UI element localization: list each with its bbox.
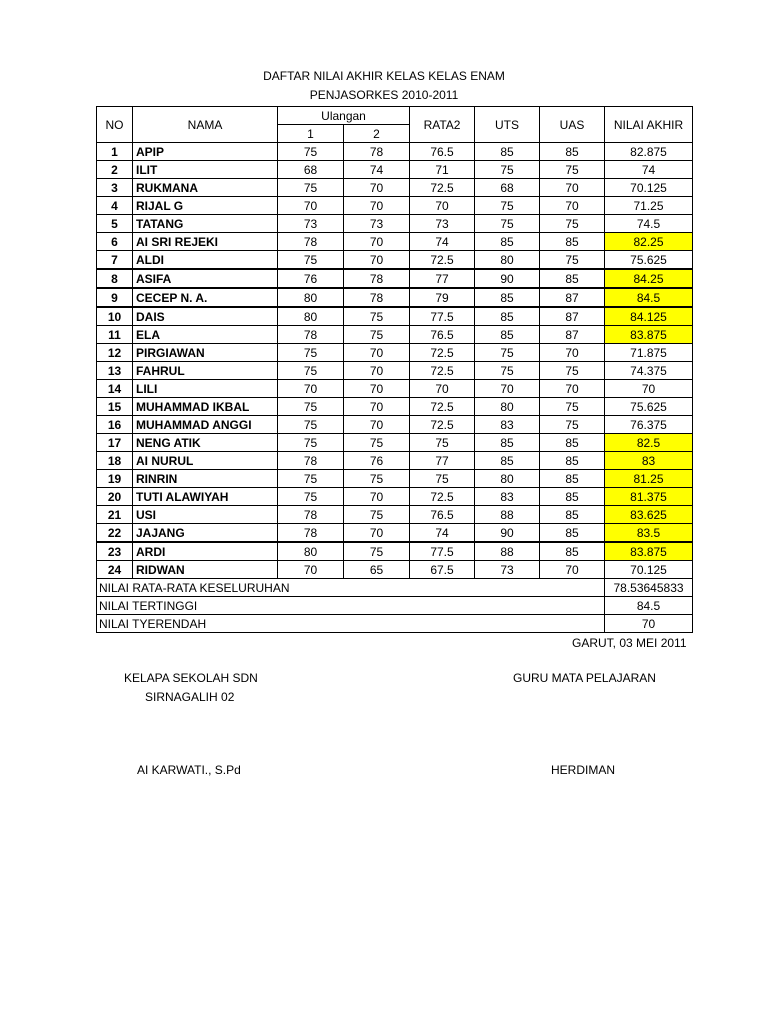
document-title: DAFTAR NILAI AKHIR KELAS KELAS ENAM: [263, 69, 505, 83]
cell-uas: 70: [540, 380, 605, 398]
cell-uas: 70: [540, 344, 605, 362]
cell-ulangan-1: 73: [278, 215, 344, 233]
cell-rata2: 73: [410, 215, 475, 233]
header-ulangan-2: 2: [344, 125, 410, 143]
cell-rata2: 76.5: [410, 506, 475, 524]
table-row: [97, 380, 693, 398]
cell-ulangan-2: 70: [344, 398, 410, 416]
summary-row: [97, 597, 693, 615]
cell-nama: TUTI ALAWIYAH: [133, 488, 278, 506]
cell-rata2: 67.5: [410, 561, 475, 579]
cell-no: 2: [97, 161, 133, 179]
cell-nama: DAIS: [133, 307, 278, 326]
cell-uas: 75: [540, 251, 605, 270]
cell-uas: 85: [540, 470, 605, 488]
cell-ulangan-1: 75: [278, 251, 344, 270]
cell-uts: 90: [475, 269, 540, 288]
cell-nama: NENG ATIK: [133, 434, 278, 452]
cell-ulangan-2: 70: [344, 179, 410, 197]
cell-no: 8: [97, 269, 133, 288]
cell-uts: 83: [475, 416, 540, 434]
cell-ulangan-2: 65: [344, 561, 410, 579]
cell-uts: 75: [475, 161, 540, 179]
cell-ulangan-2: 75: [344, 470, 410, 488]
cell-ulangan-1: 70: [278, 197, 344, 215]
cell-uts: 75: [475, 197, 540, 215]
cell-ulangan-1: 75: [278, 179, 344, 197]
cell-ulangan-2: 75: [344, 326, 410, 344]
cell-uas: 87: [540, 288, 605, 307]
cell-ulangan-2: 70: [344, 416, 410, 434]
cell-ulangan-1: 78: [278, 326, 344, 344]
cell-no: 23: [97, 542, 133, 561]
cell-uts: 85: [475, 434, 540, 452]
cell-ulangan-2: 78: [344, 288, 410, 307]
cell-nilai-akhir: 83.875: [605, 542, 693, 561]
cell-no: 19: [97, 470, 133, 488]
cell-nilai-akhir: 74: [605, 161, 693, 179]
cell-nama: MUHAMMAD ANGGI: [133, 416, 278, 434]
cell-rata2: 77.5: [410, 307, 475, 326]
cell-uts: 85: [475, 452, 540, 470]
cell-no: 22: [97, 524, 133, 543]
footer-left-title-1: KELAPA SEKOLAH SDN: [124, 671, 258, 685]
cell-uts: 80: [475, 251, 540, 270]
table-row: [97, 215, 693, 233]
cell-nama: JAJANG: [133, 524, 278, 543]
summary-value: 70: [605, 615, 693, 633]
header-no: NO: [97, 107, 133, 143]
cell-rata2: 75: [410, 434, 475, 452]
cell-uas: 87: [540, 307, 605, 326]
cell-ulangan-1: 68: [278, 161, 344, 179]
cell-ulangan-2: 74: [344, 161, 410, 179]
cell-uas: 85: [540, 524, 605, 543]
cell-rata2: 76.5: [410, 143, 475, 161]
cell-nama: FAHRUL: [133, 362, 278, 380]
cell-rata2: 76.5: [410, 326, 475, 344]
cell-nama: RUKMANA: [133, 179, 278, 197]
cell-nilai-akhir: 75.625: [605, 251, 693, 270]
table-row: [97, 288, 693, 307]
header-nama: NAMA: [133, 107, 278, 143]
table-row: [97, 434, 693, 452]
cell-uts: 70: [475, 380, 540, 398]
summary-value: 84.5: [605, 597, 693, 615]
cell-nilai-akhir: 74.375: [605, 362, 693, 380]
cell-nilai-akhir: 71.25: [605, 197, 693, 215]
cell-nama: ARDI: [133, 542, 278, 561]
header-ulangan: Ulangan: [278, 107, 410, 125]
cell-rata2: 77: [410, 269, 475, 288]
cell-ulangan-2: 78: [344, 269, 410, 288]
cell-no: 10: [97, 307, 133, 326]
cell-nilai-akhir: 70: [605, 380, 693, 398]
footer-right-title: GURU MATA PELAJARAN: [513, 671, 656, 685]
cell-uts: 85: [475, 143, 540, 161]
cell-rata2: 72.5: [410, 251, 475, 270]
cell-no: 20: [97, 488, 133, 506]
cell-ulangan-2: 78: [344, 143, 410, 161]
cell-ulangan-2: 75: [344, 506, 410, 524]
cell-no: 5: [97, 215, 133, 233]
table-row: [97, 398, 693, 416]
table-row: [97, 269, 693, 288]
cell-ulangan-1: 78: [278, 233, 344, 251]
cell-ulangan-2: 76: [344, 452, 410, 470]
summary-value: 78.53645833: [605, 579, 693, 597]
cell-rata2: 72.5: [410, 362, 475, 380]
footer-right-signatory: HERDIMAN: [551, 763, 616, 777]
cell-ulangan-2: 70: [344, 233, 410, 251]
table-row: [97, 197, 693, 215]
cell-uas: 85: [540, 143, 605, 161]
cell-no: 1: [97, 143, 133, 161]
cell-uts: 75: [475, 362, 540, 380]
cell-no: 6: [97, 233, 133, 251]
cell-uas: 70: [540, 561, 605, 579]
cell-uas: 85: [540, 506, 605, 524]
summary-row: [97, 579, 693, 597]
cell-nilai-akhir: 84.5: [605, 288, 693, 307]
summary-row: [97, 615, 693, 633]
cell-uts: 88: [475, 542, 540, 561]
table-row: [97, 542, 693, 561]
cell-ulangan-1: 80: [278, 288, 344, 307]
cell-rata2: 74: [410, 233, 475, 251]
cell-ulangan-2: 75: [344, 542, 410, 561]
cell-rata2: 70: [410, 380, 475, 398]
cell-no: 7: [97, 251, 133, 270]
cell-no: 21: [97, 506, 133, 524]
cell-ulangan-1: 76: [278, 269, 344, 288]
table-row: [97, 179, 693, 197]
table-row: [97, 143, 693, 161]
table-row: [97, 251, 693, 270]
cell-no: 4: [97, 197, 133, 215]
cell-nama: RIDWAN: [133, 561, 278, 579]
summary-label: NILAI TYERENDAH: [97, 615, 605, 633]
cell-ulangan-1: 78: [278, 524, 344, 543]
table-row: [97, 470, 693, 488]
document-subtitle: PENJASORKES 2010-2011: [309, 88, 459, 102]
cell-uas: 85: [540, 233, 605, 251]
cell-ulangan-1: 78: [278, 506, 344, 524]
cell-uts: 80: [475, 398, 540, 416]
cell-nilai-akhir: 70.125: [605, 179, 693, 197]
cell-nama: USI: [133, 506, 278, 524]
cell-no: 3: [97, 179, 133, 197]
cell-no: 18: [97, 452, 133, 470]
cell-no: 16: [97, 416, 133, 434]
cell-nama: AI SRI REJEKI: [133, 233, 278, 251]
summary-label: NILAI RATA-RATA KESELURUHAN: [97, 579, 605, 597]
cell-uts: 90: [475, 524, 540, 543]
table-row: [97, 326, 693, 344]
cell-rata2: 77.5: [410, 542, 475, 561]
summary-label: NILAI TERTINGGI: [97, 597, 605, 615]
cell-no: 12: [97, 344, 133, 362]
header-row: [97, 107, 693, 125]
table-row: [97, 506, 693, 524]
cell-uts: 80: [475, 470, 540, 488]
footer-left-title-2: SIRNAGALIH 02: [145, 690, 235, 704]
cell-nilai-akhir: 83.875: [605, 326, 693, 344]
cell-rata2: 72.5: [410, 398, 475, 416]
cell-nilai-akhir: 82.875: [605, 143, 693, 161]
cell-uts: 73: [475, 561, 540, 579]
cell-nama: PIRGIAWAN: [133, 344, 278, 362]
table-row: [97, 344, 693, 362]
cell-nilai-akhir: 83: [605, 452, 693, 470]
cell-ulangan-1: 70: [278, 561, 344, 579]
cell-nilai-akhir: 71.875: [605, 344, 693, 362]
cell-uts: 75: [475, 215, 540, 233]
cell-nama: RIJAL G: [133, 197, 278, 215]
cell-rata2: 74: [410, 524, 475, 543]
header-uts: UTS: [475, 107, 540, 143]
cell-uas: 75: [540, 398, 605, 416]
cell-uts: 85: [475, 233, 540, 251]
table-row: [97, 524, 693, 543]
header-uas: UAS: [540, 107, 605, 143]
cell-uts: 85: [475, 326, 540, 344]
header-rata2: RATA2: [410, 107, 475, 143]
cell-nama: CECEP N. A.: [133, 288, 278, 307]
header-ulangan-1: 1: [278, 125, 344, 143]
table-row: [97, 233, 693, 251]
cell-nama: TATANG: [133, 215, 278, 233]
cell-uas: 70: [540, 179, 605, 197]
cell-uas: 85: [540, 452, 605, 470]
cell-no: 24: [97, 561, 133, 579]
cell-uas: 87: [540, 326, 605, 344]
cell-rata2: 72.5: [410, 488, 475, 506]
cell-nilai-akhir: 83.5: [605, 524, 693, 543]
cell-nilai-akhir: 82.5: [605, 434, 693, 452]
cell-nama: RINRIN: [133, 470, 278, 488]
cell-uas: 75: [540, 215, 605, 233]
cell-rata2: 79: [410, 288, 475, 307]
table-row: [97, 362, 693, 380]
cell-nilai-akhir: 70.125: [605, 561, 693, 579]
cell-nilai-akhir: 84.25: [605, 269, 693, 288]
cell-nama: APIP: [133, 143, 278, 161]
cell-nama: MUHAMMAD IKBAL: [133, 398, 278, 416]
cell-rata2: 70: [410, 197, 475, 215]
cell-uas: 75: [540, 416, 605, 434]
cell-uas: 85: [540, 488, 605, 506]
cell-no: 11: [97, 326, 133, 344]
cell-nama: ALDI: [133, 251, 278, 270]
cell-ulangan-1: 78: [278, 452, 344, 470]
cell-nama: ELA: [133, 326, 278, 344]
cell-nilai-akhir: 76.375: [605, 416, 693, 434]
cell-nilai-akhir: 83.625: [605, 506, 693, 524]
grades-table: [96, 106, 693, 633]
cell-ulangan-2: 70: [344, 380, 410, 398]
cell-ulangan-1: 70: [278, 380, 344, 398]
cell-ulangan-2: 75: [344, 307, 410, 326]
cell-uts: 83: [475, 488, 540, 506]
cell-uts: 85: [475, 307, 540, 326]
cell-uas: 75: [540, 161, 605, 179]
cell-ulangan-1: 75: [278, 362, 344, 380]
cell-no: 14: [97, 380, 133, 398]
cell-nilai-akhir: 81.25: [605, 470, 693, 488]
cell-ulangan-1: 75: [278, 470, 344, 488]
cell-ulangan-1: 75: [278, 398, 344, 416]
cell-ulangan-1: 80: [278, 307, 344, 326]
cell-ulangan-1: 75: [278, 416, 344, 434]
table-row: [97, 161, 693, 179]
table-row: [97, 561, 693, 579]
table-row: [97, 416, 693, 434]
cell-no: 9: [97, 288, 133, 307]
header-nilai-akhir: NILAI AKHIR: [605, 107, 693, 143]
footer-date: GARUT, 03 MEI 2011: [572, 636, 687, 650]
table-row: [97, 488, 693, 506]
cell-rata2: 75: [410, 470, 475, 488]
cell-nilai-akhir: 74.5: [605, 215, 693, 233]
cell-uts: 88: [475, 506, 540, 524]
cell-ulangan-2: 70: [344, 362, 410, 380]
cell-ulangan-2: 73: [344, 215, 410, 233]
cell-uts: 85: [475, 288, 540, 307]
cell-rata2: 72.5: [410, 344, 475, 362]
cell-no: 13: [97, 362, 133, 380]
cell-rata2: 77: [410, 452, 475, 470]
cell-ulangan-1: 75: [278, 434, 344, 452]
cell-nilai-akhir: 81.375: [605, 488, 693, 506]
cell-no: 17: [97, 434, 133, 452]
table-row: [97, 307, 693, 326]
cell-uas: 85: [540, 434, 605, 452]
table-row: [97, 452, 693, 470]
cell-uts: 68: [475, 179, 540, 197]
cell-no: 15: [97, 398, 133, 416]
cell-ulangan-2: 70: [344, 488, 410, 506]
cell-ulangan-2: 70: [344, 524, 410, 543]
cell-rata2: 71: [410, 161, 475, 179]
cell-uts: 75: [475, 344, 540, 362]
cell-ulangan-1: 80: [278, 542, 344, 561]
cell-ulangan-1: 75: [278, 488, 344, 506]
cell-rata2: 72.5: [410, 416, 475, 434]
footer-left-signatory: AI KARWATI., S.Pd: [137, 763, 241, 777]
cell-ulangan-2: 70: [344, 197, 410, 215]
cell-nama: LILI: [133, 380, 278, 398]
cell-uas: 75: [540, 362, 605, 380]
cell-nilai-akhir: 75.625: [605, 398, 693, 416]
cell-ulangan-2: 75: [344, 434, 410, 452]
cell-rata2: 72.5: [410, 179, 475, 197]
cell-nilai-akhir: 82.25: [605, 233, 693, 251]
cell-uas: 85: [540, 269, 605, 288]
cell-nilai-akhir: 84.125: [605, 307, 693, 326]
cell-ulangan-2: 70: [344, 344, 410, 362]
cell-ulangan-1: 75: [278, 143, 344, 161]
cell-nama: ILIT: [133, 161, 278, 179]
cell-uas: 70: [540, 197, 605, 215]
cell-ulangan-2: 70: [344, 251, 410, 270]
cell-uas: 85: [540, 542, 605, 561]
cell-ulangan-1: 75: [278, 344, 344, 362]
cell-nama: ASIFA: [133, 269, 278, 288]
cell-nama: AI NURUL: [133, 452, 278, 470]
